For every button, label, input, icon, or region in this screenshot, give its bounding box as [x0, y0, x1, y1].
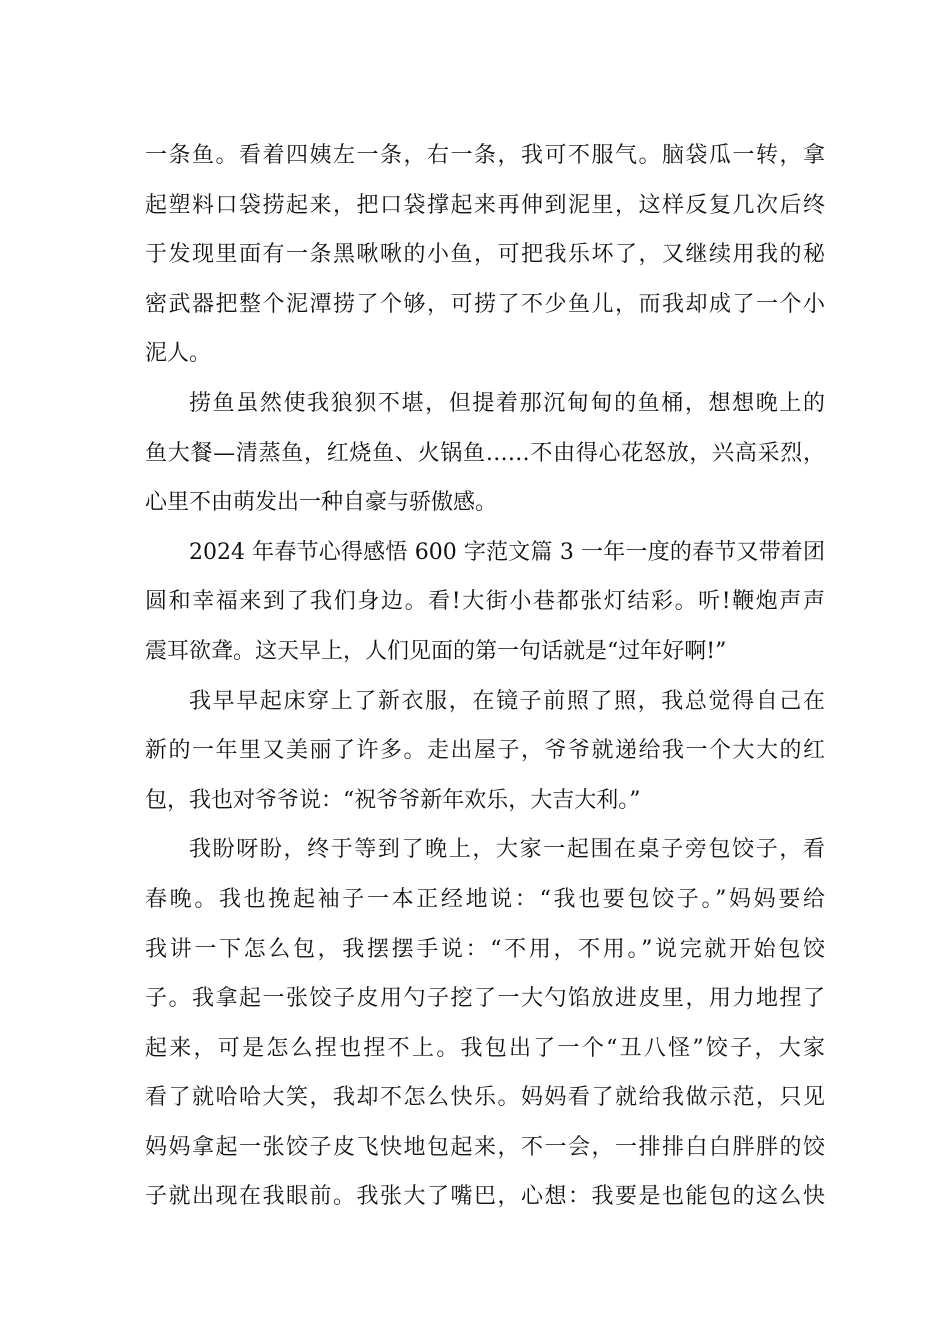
text-line: 我盼呀盼，终于等到了晚上，大家一起围在桌子旁包饺子，看	[189, 837, 825, 863]
text-line: 泥人。	[145, 341, 212, 367]
text-line: 起塑料口袋捞起来，把口袋撑起来再伸到泥里，这样反复几次后终	[145, 192, 825, 218]
text-line: 圆和幸福来到了我们身边。看!大街小巷都张灯结彩。听!鞭炮声声	[145, 589, 825, 615]
body-text	[145, 131, 825, 1222]
text-line: 密武器把整个泥潭捞了个够，可捞了不少鱼儿，而我却成了一个小	[145, 291, 825, 317]
text-line: 我讲一下怎么包，我摆摆手说：“不用，不用。”说完就开始包饺	[145, 936, 825, 962]
text-line: 震耳欲聋。这天早上，人们见面的第一句话就是“过年好啊!”	[145, 638, 727, 664]
text-line: 子。我拿起一张饺子皮用勺子挖了一大勺馅放进皮里，用力地捏了	[145, 986, 825, 1012]
text-line: 心里不由萌发出一种自豪与骄傲感。	[145, 490, 498, 516]
text-line: 新的一年里又美丽了许多。走出屋子，爷爷就递给我一个大大的红	[145, 738, 825, 764]
text-line: 子就出现在我眼前。我张大了嘴巴，心想：我要是也能包的这么快	[145, 1184, 825, 1210]
text-line: 春晚。我也挽起袖子一本正经地说：“我也要包饺子。”妈妈要给	[145, 886, 825, 912]
text-line: 2024 年春节心得感悟 600 字范文篇 3 一年一度的春节又带着团	[189, 539, 825, 565]
text-line: 妈妈拿起一张饺子皮飞快地包起来，不一会，一排排白白胖胖的饺	[145, 1134, 825, 1160]
text-line: 看了就哈哈大笑，我却不怎么快乐。妈妈看了就给我做示范，只见	[145, 1085, 825, 1111]
text-line: 包，我也对爷爷说：“祝爷爷新年欢乐，大吉大利。”	[145, 787, 641, 813]
text-line: 于发现里面有一条黑啾啾的小鱼，可把我乐坏了，又继续用我的秘	[145, 242, 825, 268]
text-line: 我早早起床穿上了新衣服，在镜子前照了照，我总觉得自己在	[189, 688, 825, 714]
text-line: 起来，可是怎么捏也捏不上。我包出了一个“丑八怪”饺子，大家	[145, 1035, 825, 1061]
text-line: 一条鱼。看着四姨左一条，右一条，我可不服气。脑袋瓜一转，拿	[145, 143, 825, 168]
text-line: 捞鱼虽然使我狼狈不堪，但提着那沉甸甸的鱼桶，想想晚上的	[189, 390, 825, 416]
text-line: 鱼大餐—清蒸鱼，红烧鱼、火锅鱼……不由得心花怒放，兴高采烈，	[145, 440, 825, 466]
